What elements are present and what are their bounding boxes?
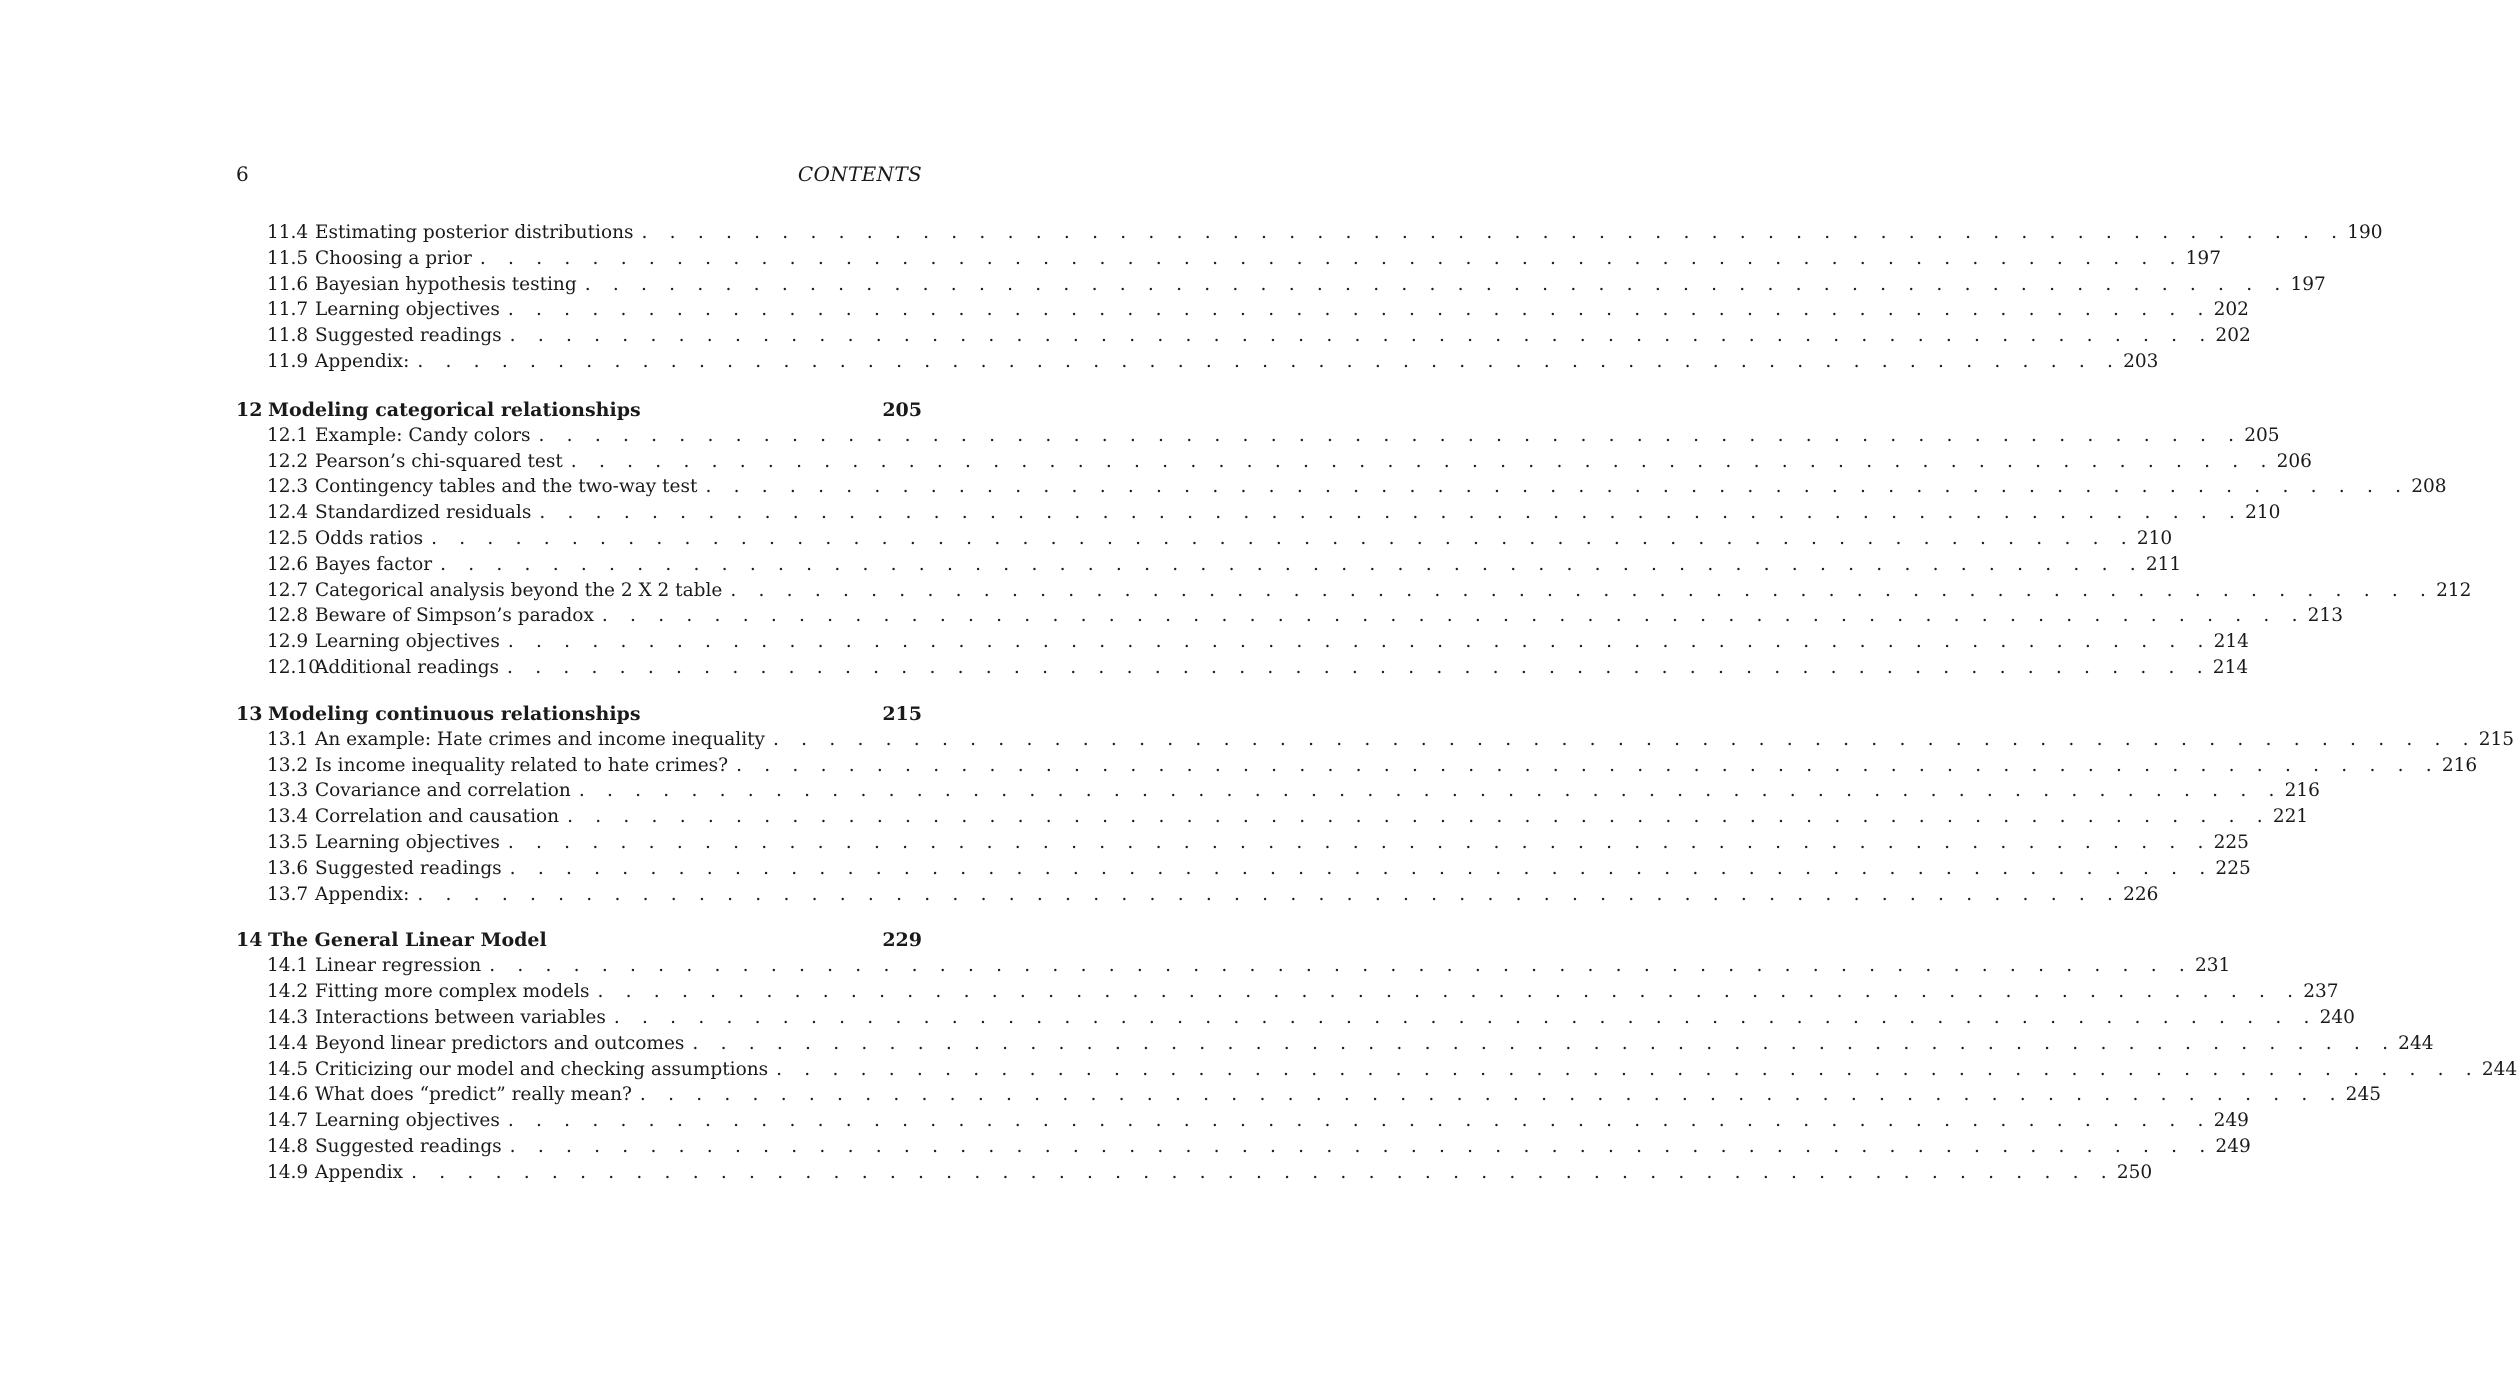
chapter-block: [236, 397, 2472, 681]
section-page-number: 203: [2123, 350, 2159, 372]
section-title: Interactions between variables: [315, 1006, 606, 1028]
dot-leader: . . . . . . . . . . . . . . . . . . . . . . . . . . . . . . . . . . . . . . . . . . . . . . . . . . . . . . . . . . . . .: [479, 247, 2184, 269]
section-number: 14.4: [267, 1032, 309, 1054]
continued-section-list: [236, 220, 2383, 375]
section-title: Learning objectives: [315, 631, 500, 653]
section-page-number: 205: [2244, 424, 2280, 446]
toc-entry[interactable]: [236, 655, 2249, 681]
section-number: 14.1: [267, 955, 309, 977]
section-page-number: 237: [2303, 981, 2339, 1003]
toc-entry[interactable]: [236, 603, 2343, 629]
dot-leader: . . . . . . . . . . . . . . . . . . . . . . . . . . . . . . . . . . . . . . . . . . . . . . . . . . . . . . . . . . . . .: [692, 1032, 2397, 1054]
section-title: Additional readings: [315, 656, 500, 678]
dot-leader: . . . . . . . . . . . . . . . . . . . . . . . . . . . . . . . . . . . . . . . . . . . . . . . . . . . . . . . . . . . . .: [539, 502, 2244, 524]
section-number: 12.6: [267, 553, 309, 575]
chapter-number: 14: [236, 929, 263, 952]
section-number: 13.1: [267, 728, 309, 750]
section-number: 14.6: [267, 1084, 309, 1106]
chapter-title: Modeling categorical relationships: [268, 398, 641, 421]
section-number: 11.4: [267, 222, 309, 243]
dot-leader: . . . . . . . . . . . . . . . . . . . . . . . . . . . . . . . . . . . . . . . . . . . . . . . . . . . . . . . . . . . . .: [570, 450, 2275, 472]
section-page-number: 215: [2478, 728, 2515, 750]
section-title: Covariance and correlation: [315, 780, 571, 802]
dot-leader: . . . . . . . . . . . . . . . . . . . . . . . . . . . . . . . . . . . . . . . . . . . . . . . . . . . . . . . . . . . . .: [736, 754, 2440, 776]
section-title: Learning objectives: [315, 299, 500, 321]
toc-entry[interactable]: [236, 1031, 2434, 1057]
chapter-page-number: 215: [882, 702, 922, 725]
section-title: Suggested readings: [315, 857, 502, 879]
section-number: 13.3: [267, 780, 309, 802]
section-number: 13.6: [267, 857, 309, 879]
section-page-number: 240: [2319, 1006, 2355, 1028]
toc-entry[interactable]: [236, 1134, 2251, 1160]
dot-leader: . . . . . . . . . . . . . . . . . . . . . . . . . . . . . . . . . . . . . . . . . . . . . . . . . . . . . . . . . . . . .: [578, 780, 2283, 802]
section-page-number: 214: [2212, 656, 2249, 678]
section-page-number: 245: [2345, 1084, 2381, 1106]
section-number: 12.9: [267, 631, 309, 653]
section-title: Fitting more complex models: [315, 981, 590, 1003]
page-number: 6: [236, 162, 249, 186]
section-number: 13.7: [267, 883, 309, 905]
section-number: 11.7: [267, 299, 309, 321]
section-page-number: 214: [2213, 631, 2249, 653]
toc-entry[interactable]: [236, 629, 2249, 655]
section-page-number: 244: [2481, 1058, 2517, 1080]
section-title: Suggested readings: [315, 1135, 502, 1157]
section-page-number: 206: [2276, 450, 2312, 472]
toc-entry[interactable]: [236, 1082, 2381, 1108]
section-page-number: 221: [2272, 806, 2309, 828]
table-of-contents: [236, 220, 2517, 1206]
toc-entry[interactable]: [236, 1005, 2355, 1031]
section-number: 14.7: [267, 1110, 309, 1132]
section-title: Bayesian hypothesis testing: [315, 273, 577, 295]
toc-entry[interactable]: [236, 423, 2280, 449]
section-title: Appendix: [315, 1161, 404, 1183]
section-page-number: 190: [2347, 222, 2383, 243]
section-page-number: 197: [2185, 247, 2221, 269]
section-title: Correlation and causation: [315, 806, 560, 828]
dot-leader: . . . . . . . . . . . . . . . . . . . . . . . . . . . . . . . . . . . . . . . . . . . . . . . . . . . . . . . . . . . . .: [440, 553, 2144, 575]
dot-leader: . . . . . . . . . . . . . . . . . . . . . . . . . . . . . . . . . . . . . . . . . . . . . . . . . . . . . . . . . . . . .: [507, 631, 2212, 653]
toc-entry[interactable]: [236, 246, 2221, 272]
section-title: Beyond linear predictors and outcomes: [315, 1032, 685, 1054]
dot-leader: . . . . . . . . . . . . . . . . . . . . . . . . . . . . . . . . . . . . . . . . . . . . . . . . . . . . . . . . . . . . .: [507, 656, 2211, 678]
section-number: 14.3: [267, 1006, 309, 1028]
section-title: Appendix:: [315, 883, 410, 905]
dot-leader: . . . . . . . . . . . . . . . . . . . . . . . . . . . . . . . . . . . . . . . . . . . . . . . . . . . . . . . . . . . . .: [705, 476, 2410, 498]
toc-entry[interactable]: [236, 778, 2320, 804]
toc-entry[interactable]: [236, 552, 2182, 578]
dot-leader: . . . . . . . . . . . . . . . . . . . . . . . . . . . . . . . . . . . . . . . . . . . . . . . . . . . . . . . . . . . . .: [509, 325, 2214, 347]
section-title: Bayes factor: [315, 553, 433, 575]
chapter-heading[interactable]: [236, 927, 922, 953]
section-title: Suggested readings: [315, 325, 502, 347]
toc-entry[interactable]: [236, 856, 2251, 882]
section-title: Contingency tables and the two-way test: [315, 476, 698, 498]
toc-entry[interactable]: [236, 500, 2281, 526]
chapter-block: [236, 701, 2515, 908]
chapter-title: Modeling continuous relationships: [268, 702, 641, 725]
section-page-number: 208: [2411, 476, 2447, 498]
running-head: [236, 162, 922, 192]
dot-leader: . . . . . . . . . . . . . . . . . . . . . . . . . . . . . . . . . . . . . . . . . . . . . . . . . . . . . . . . . . . . .: [489, 955, 2193, 977]
section-title: Criticizing our model and checking assumptions: [315, 1058, 769, 1080]
dot-leader: . . . . . . . . . . . . . . . . . . . . . . . . . . . . . . . . . . . . . . . . . . . . . . . . . . . . . . . . . . . . .: [509, 857, 2214, 879]
chapter-number: 12: [236, 398, 263, 421]
toc-entry[interactable]: [236, 1057, 2517, 1083]
section-page-number: 249: [2213, 1110, 2249, 1132]
section-title: Standardized residuals: [315, 502, 532, 524]
section-title: Linear regression: [315, 955, 482, 977]
toc-entry[interactable]: [236, 526, 2173, 552]
section-page-number: 202: [2215, 325, 2251, 347]
section-title: Example: Candy colors: [315, 424, 531, 446]
toc-entry[interactable]: [236, 474, 2447, 500]
section-number: 12.3: [267, 476, 309, 498]
section-title: Categorical analysis beyond the 2 X 2 table: [315, 579, 723, 601]
dot-leader: . . . . . . . . . . . . . . . . . . . . . . . . . . . . . . . . . . . . . . . . . . . . . . . . . . . . . . . . . . . . .: [613, 1006, 2318, 1028]
chapter-number: 13: [236, 702, 263, 725]
section-title: Is income inequality related to hate crimes?: [315, 754, 729, 776]
dot-leader: . . . . . . . . . . . . . . . . . . . . . . . . . . . . . . . . . . . . . . . . . . . . . . . . . . . . . . . . . . . . .: [417, 883, 2122, 905]
section-page-number: 226: [2123, 883, 2159, 905]
dot-leader: . . . . . . . . . . . . . . . . . . . . . . . . . . . . . . . . . . . . . . . . . . . . . . . . . . . . . . . . . . . . .: [601, 605, 2306, 627]
dot-leader: . . . . . . . . . . . . . . . . . . . . . . . . . . . . . . . . . . . . . . . . . . . . . . . . . . . . . . . . . . . . .: [776, 1058, 2480, 1080]
toc-entry[interactable]: [236, 953, 2231, 979]
dot-leader: . . . . . . . . . . . . . . . . . . . . . . . . . . . . . . . . . . . . . . . . . . . . . . . . . . . . . . . . . . . . .: [507, 1110, 2212, 1132]
section-title: Pearson’s chi-squared test: [315, 450, 563, 472]
section-number: 12.7: [267, 579, 309, 601]
dot-leader: . . . . . . . . . . . . . . . . . . . . . . . . . . . . . . . . . . . . . . . . . . . . . . . . . . . . . . . . . . . . .: [538, 424, 2243, 446]
section-title: Learning objectives: [315, 1110, 500, 1132]
section-page-number: 213: [2307, 605, 2343, 627]
section-title: An example: Hate crimes and income inequality: [315, 728, 765, 750]
section-page-number: 197: [2290, 273, 2326, 295]
dot-leader: . . . . . . . . . . . . . . . . . . . . . . . . . . . . . . . . . . . . . . . . . . . . . . . . . . . . . . . . . . . . .: [730, 579, 2435, 601]
dot-leader: . . . . . . . . . . . . . . . . . . . . . . . . . . . . . . . . . . . . . . . . . . . . . . . . . . . . . . . . . . . . .: [507, 831, 2212, 853]
toc-entry[interactable]: [236, 297, 2249, 323]
section-page-number: 231: [2194, 955, 2231, 977]
toc-entry[interactable]: [236, 753, 2478, 779]
section-number: 14.8: [267, 1135, 309, 1157]
toc-entry[interactable]: [236, 1160, 2153, 1186]
section-page-number: 250: [2116, 1161, 2153, 1183]
section-title: Beware of Simpson’s paradox: [315, 605, 594, 627]
chapter-page-number: 229: [882, 929, 922, 952]
section-number: 14.5: [267, 1058, 309, 1080]
toc-entry[interactable]: [236, 349, 2159, 375]
toc-entry[interactable]: [236, 220, 2383, 246]
section-title: Odds ratios: [315, 527, 424, 549]
toc-entry[interactable]: [236, 272, 2326, 298]
toc-entry[interactable]: [236, 979, 2339, 1005]
section-number: 11.5: [267, 247, 309, 269]
section-page-number: 244: [2398, 1032, 2434, 1054]
section-page-number: 202: [2213, 299, 2249, 321]
dot-leader: . . . . . . . . . . . . . . . . . . . . . . . . . . . . . . . . . . . . . . . . . . . . . . . . . . . . . . . . . . . . .: [509, 1135, 2214, 1157]
section-number: 13.4: [267, 806, 309, 828]
section-page-number: 216: [2284, 780, 2320, 802]
dot-leader: . . . . . . . . . . . . . . . . . . . . . . . . . . . . . . . . . . . . . . . . . . . . . . . . . . . . . . . . . . . . .: [597, 981, 2302, 1003]
dot-leader: . . . . . . . . . . . . . . . . . . . . . . . . . . . . . . . . . . . . . . . . . . . . . . . . . . . . . . . . . . . . .: [507, 299, 2212, 321]
section-page-number: 210: [2136, 527, 2173, 549]
toc-entry[interactable]: [236, 578, 2472, 604]
toc-entry[interactable]: [236, 882, 2159, 908]
toc-entry[interactable]: [236, 323, 2251, 349]
toc-entry[interactable]: [236, 1108, 2249, 1134]
section-number: 13.5: [267, 831, 309, 853]
toc-entry[interactable]: [236, 449, 2312, 475]
section-page-number: 249: [2215, 1135, 2251, 1157]
section-title: Learning objectives: [315, 831, 500, 853]
dot-leader: . . . . . . . . . . . . . . . . . . . . . . . . . . . . . . . . . . . . . . . . . . . . . . . . . . . . . . . . . . . . .: [641, 222, 2346, 243]
dot-leader: . . . . . . . . . . . . . . . . . . . . . . . . . . . . . . . . . . . . . . . . . . . . . . . . . . . . . . . . . . . . .: [773, 728, 2477, 750]
section-title: Choosing a prior: [315, 247, 472, 269]
toc-entry[interactable]: [236, 830, 2249, 856]
section-page-number: 212: [2436, 579, 2472, 601]
running-title: CONTENTS: [797, 162, 922, 186]
section-number: 12.4: [267, 502, 309, 524]
section-number: 11.6: [267, 273, 309, 295]
dot-leader: . . . . . . . . . . . . . . . . . . . . . . . . . . . . . . . . . . . . . . . . . . . . . . . . . . . . . . . . . . . . .: [417, 350, 2122, 372]
chapter-title: The General Linear Model: [268, 929, 547, 952]
section-title: What does “predict” really mean?: [315, 1084, 632, 1106]
toc-entry[interactable]: [236, 727, 2515, 753]
dot-leader: . . . . . . . . . . . . . . . . . . . . . . . . . . . . . . . . . . . . . . . . . . . . . . . . . . . . . . . . . . . . .: [584, 273, 2289, 295]
dot-leader: . . . . . . . . . . . . . . . . . . . . . . . . . . . . . . . . . . . . . . . . . . . . . . . . . . . . . . . . . . . . .: [411, 1161, 2115, 1183]
section-number: 14.9: [267, 1161, 309, 1183]
section-number: 12.10: [267, 656, 320, 678]
section-number: 12.8: [267, 605, 309, 627]
chapter-heading[interactable]: [236, 397, 922, 423]
dot-leader: . . . . . . . . . . . . . . . . . . . . . . . . . . . . . . . . . . . . . . . . . . . . . . . . . . . . . . . . . . . . .: [639, 1084, 2344, 1106]
section-number: 12.2: [267, 450, 309, 472]
chapter-page-number: 205: [882, 398, 922, 421]
section-title: Estimating posterior distributions: [315, 222, 634, 243]
section-page-number: 225: [2215, 857, 2251, 879]
section-page-number: 211: [2145, 553, 2182, 575]
section-number: 13.2: [267, 754, 309, 776]
section-page-number: 225: [2213, 831, 2249, 853]
section-number: 12.5: [267, 527, 309, 549]
section-number: 14.2: [267, 981, 309, 1003]
dot-leader: . . . . . . . . . . . . . . . . . . . . . . . . . . . . . . . . . . . . . . . . . . . . . . . . . . . . . . . . . . . . .: [431, 527, 2135, 549]
section-number: 11.9: [267, 350, 309, 372]
toc-entry[interactable]: [236, 804, 2309, 830]
section-page-number: 216: [2441, 754, 2478, 776]
section-title: Appendix:: [315, 350, 410, 372]
dot-leader: . . . . . . . . . . . . . . . . . . . . . . . . . . . . . . . . . . . . . . . . . . . . . . . . . . . . . . . . . . . . .: [567, 806, 2271, 828]
chapter-block: [236, 927, 2517, 1185]
section-page-number: 210: [2245, 502, 2281, 524]
section-number: 12.1: [267, 424, 309, 446]
section-number: 11.8: [267, 325, 309, 347]
chapter-heading[interactable]: [236, 701, 922, 727]
